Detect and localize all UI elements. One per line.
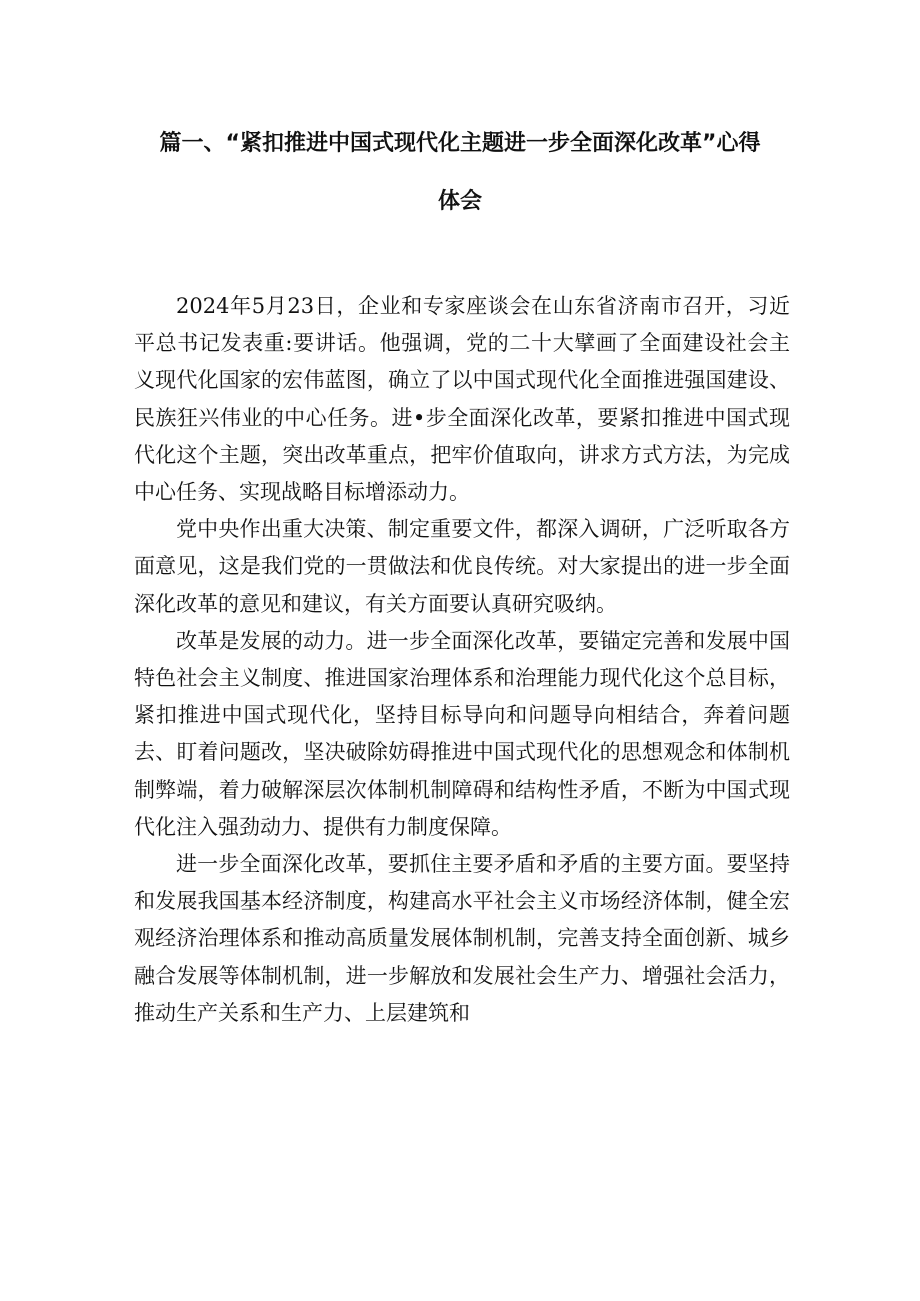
paragraph-1: 2024年5月23日，企业和专家座谈会在山东省济南市召开，习近平总书记发表重:要讲话。他强调，党的二十大擘画了全面建设社会主义现代化国家的宏伟蓝图，确立了以中国式现代化全面推进强国建设、民族狂兴伟业的中心任务。进•步全面深化改革，要紧扣推进中国式现代化这个主题，突出改革重点，把牢价值取向，讲求方式方法，为完成中心任务、实现战略目标增添动力。 <box>134 294 790 505</box>
document-title-line-1: 篇一、“紧扣推进中国式现代化主题进一步全面深化改革”心得 <box>159 131 761 156</box>
paragraph-2: 党中央作出重大决策、制定重要文件，都深入调研，广泛听取各方面意见，这是我们党的一贯做法和优良传统。对大家提出的进一步全面深化改革的意见和建议，有关方面要认真研究吸纳。 <box>134 517 790 616</box>
paragraph-3: 改革是发展的动力。进一步全面深化改革，要锚定完善和发展中国特色社会主义制度、推进国家治理体系和治理能力现代化这个总目标，紧扣推进中国式现代化，坚持目标导向和问题导向相结合，奔着问题去、盯着问题改，坚决破除妨碍推进中国式现代化的思想观念和体制机制弊端，着力破解深层次体制机制障碍和结构性矛盾，不断为中国式现代化注入强劲动力、提供有力制度保障。 <box>134 628 790 839</box>
paragraph-4: 进一步全面深化改革，要抓住主要矛盾和矛盾的主要方面。要坚持和发展我国基本经济制度，构建高水平社会主义市场经济体制，健全宏观经济治理体系和推动高质量发展体制机制，完善支持全面创新、城乡融合发展等体制机制，进一步解放和发展社会生产力、增强社会活力，推动生产关系和生产力、上层建筑和 <box>134 852 790 1025</box>
document-title-line-2: 体会 <box>437 189 482 214</box>
document-body <box>134 288 790 1032</box>
